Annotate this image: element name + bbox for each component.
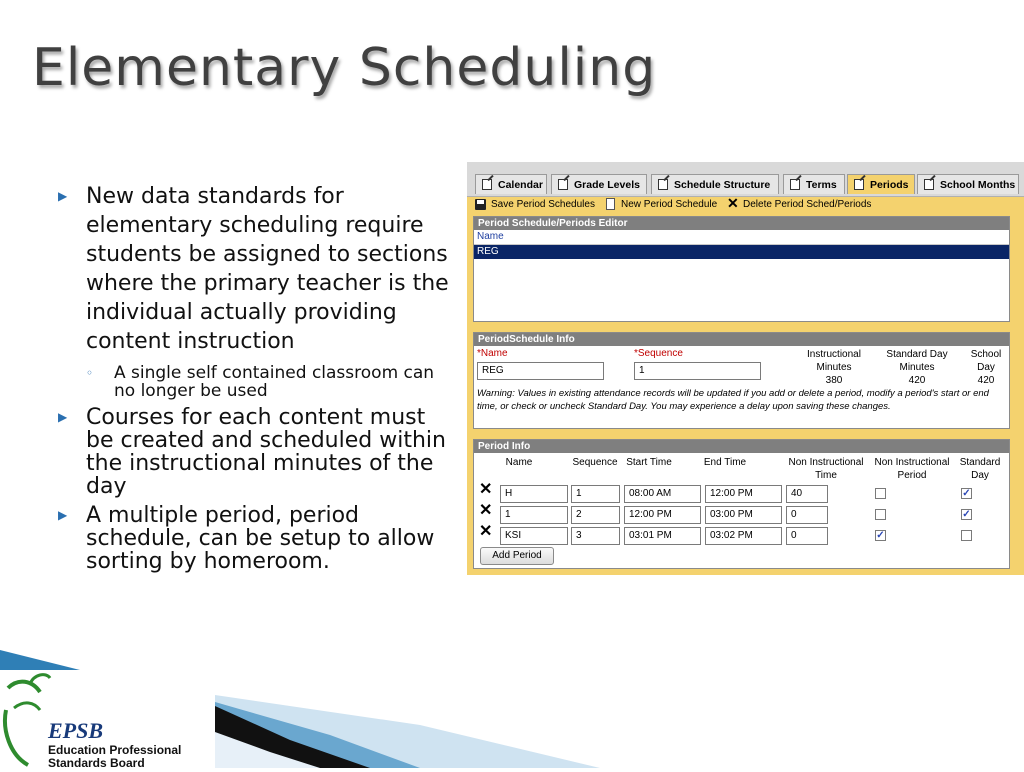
period-start-field[interactable]: 12:00 PM — [624, 506, 701, 524]
screenshot-panel — [467, 162, 1024, 575]
editor-header: Period Schedule/Periods Editor — [474, 217, 1009, 230]
period-name-field[interactable]: 1 — [500, 506, 568, 524]
schedule-sequence-field[interactable]: 1 — [634, 362, 761, 380]
arrow-bullet-icon: ▶ — [58, 189, 68, 203]
instructional-minutes-value: 380 — [825, 375, 843, 386]
non-instr-time-field[interactable]: 0 — [786, 506, 828, 524]
tab-grade-levels[interactable]: Grade Levels — [551, 174, 647, 194]
delete-period-icon[interactable]: ✕ — [479, 481, 493, 498]
period-name-field[interactable]: KSI — [500, 527, 568, 545]
period-sequence-field[interactable]: 1 — [571, 485, 620, 503]
logo-line1: Education Professional — [48, 743, 182, 757]
col-name-header: Name — [505, 457, 533, 468]
standard-day-minutes-value: 420 — [908, 375, 926, 386]
period-sequence-field[interactable]: 2 — [571, 506, 620, 524]
standard-day-minutes-label: Standard Day Minutes — [886, 349, 948, 373]
edit-icon — [854, 179, 864, 190]
period-end-field[interactable]: 03:00 PM — [705, 506, 782, 524]
bullet-item: ▶ Courses for each content must be created and scheduled within the instructional minutes of the day — [58, 405, 446, 499]
tab-schedule-structure[interactable]: Schedule Structure — [651, 174, 779, 194]
non-instr-period-checkbox[interactable] — [875, 488, 886, 499]
period-end-field[interactable]: 12:00 PM — [705, 485, 782, 503]
standard-day-checkbox[interactable]: ✓ — [962, 488, 971, 499]
period-name-field[interactable]: H — [500, 485, 568, 503]
period-start-field[interactable]: 08:00 AM — [624, 485, 701, 503]
sequence-label: *Sequence — [634, 348, 683, 359]
save-icon — [475, 199, 486, 210]
delete-period-icon[interactable]: ✕ — [479, 523, 493, 540]
ring-bullet-icon: ◦ — [86, 366, 94, 380]
tab-calendar[interactable]: Calendar — [475, 174, 547, 194]
edit-icon — [790, 179, 800, 190]
non-instr-time-field[interactable]: 40 — [786, 485, 828, 503]
editor-column-header: Name — [474, 230, 1009, 245]
period-info-header: Period Info — [474, 440, 1009, 453]
edit-icon — [482, 179, 492, 190]
period-start-field[interactable]: 03:01 PM — [624, 527, 701, 545]
logo-line2: Standards Board — [48, 756, 145, 770]
standard-day-checkbox[interactable]: ✓ — [962, 509, 971, 520]
arrow-bullet-icon: ▶ — [58, 410, 68, 424]
tab-school-months[interactable]: School Months — [917, 174, 1019, 194]
period-info — [473, 439, 1010, 569]
new-document-icon — [606, 198, 615, 210]
bullet-list — [58, 182, 458, 573]
info-header: PeriodSchedule Info — [474, 333, 1009, 346]
slide-title: Elementary Scheduling — [32, 38, 657, 98]
tab-terms[interactable]: Terms — [783, 174, 845, 194]
delete-period-icon[interactable]: ✕ — [479, 502, 493, 519]
period-end-field[interactable]: 03:02 PM — [705, 527, 782, 545]
edit-icon — [658, 179, 668, 190]
school-day-value: 420 — [977, 375, 995, 386]
col-end-header: End Time — [703, 457, 747, 468]
new-period-schedule-button[interactable]: New Period Schedule — [605, 198, 717, 212]
sub-bullet-item: ◦ A single self contained classroom can no longer be used — [86, 363, 435, 401]
bullet-item: ▶ New data standards for elementary scheduling require students be assigned to sections where the primary teacher is the individual actually providing content instruction — [58, 184, 449, 354]
edit-icon — [924, 179, 934, 190]
save-period-schedules-button[interactable]: Save Period Schedules — [475, 198, 595, 212]
col-non-instr-time-header: Non Instructional Time — [788, 457, 864, 481]
standard-day-checkbox[interactable] — [961, 530, 972, 541]
attendance-warning: Warning: Values in existing attendance records will be updated if you add or delete a period, modify a period's start or end time, or check or uncheck Standard Day. You may experience a delay upon saving these changes. — [477, 388, 989, 412]
col-start-header: Start Time — [626, 457, 672, 468]
non-instr-period-checkbox[interactable]: ✓ — [876, 530, 885, 541]
period-sequence-field[interactable]: 3 — [571, 527, 620, 545]
period-schedule-editor — [473, 216, 1010, 322]
logo-abbr: EPSB — [48, 718, 104, 743]
edit-icon — [558, 179, 568, 190]
tab-bar — [467, 162, 1024, 197]
delete-x-icon: ✕ — [727, 195, 739, 211]
col-sequence-header: Sequence — [572, 457, 618, 468]
arrow-bullet-icon: ▶ — [58, 508, 68, 522]
tab-periods[interactable]: Periods — [847, 174, 915, 194]
bullet-item: ▶ A multiple period, period schedule, can be setup to allow sorting by homeroom. — [58, 503, 435, 574]
school-day-label: School Day — [970, 349, 1002, 373]
period-schedule-info — [473, 332, 1010, 429]
non-instr-time-field[interactable]: 0 — [786, 527, 828, 545]
instructional-minutes-label: Instructional Minutes — [807, 349, 861, 373]
delete-period-sched-button[interactable]: ✕ Delete Period Sched/Periods — [727, 195, 872, 211]
non-instr-period-checkbox[interactable] — [875, 509, 886, 520]
name-label: *Name — [477, 348, 508, 359]
add-period-button[interactable]: Add Period — [480, 547, 554, 565]
col-standard-day-header: Standard Day — [959, 457, 1001, 481]
col-non-instr-period-header: Non Instructional Period — [874, 457, 950, 481]
editor-selected-row[interactable]: REG — [474, 245, 1009, 259]
schedule-name-field[interactable]: REG — [477, 362, 604, 380]
